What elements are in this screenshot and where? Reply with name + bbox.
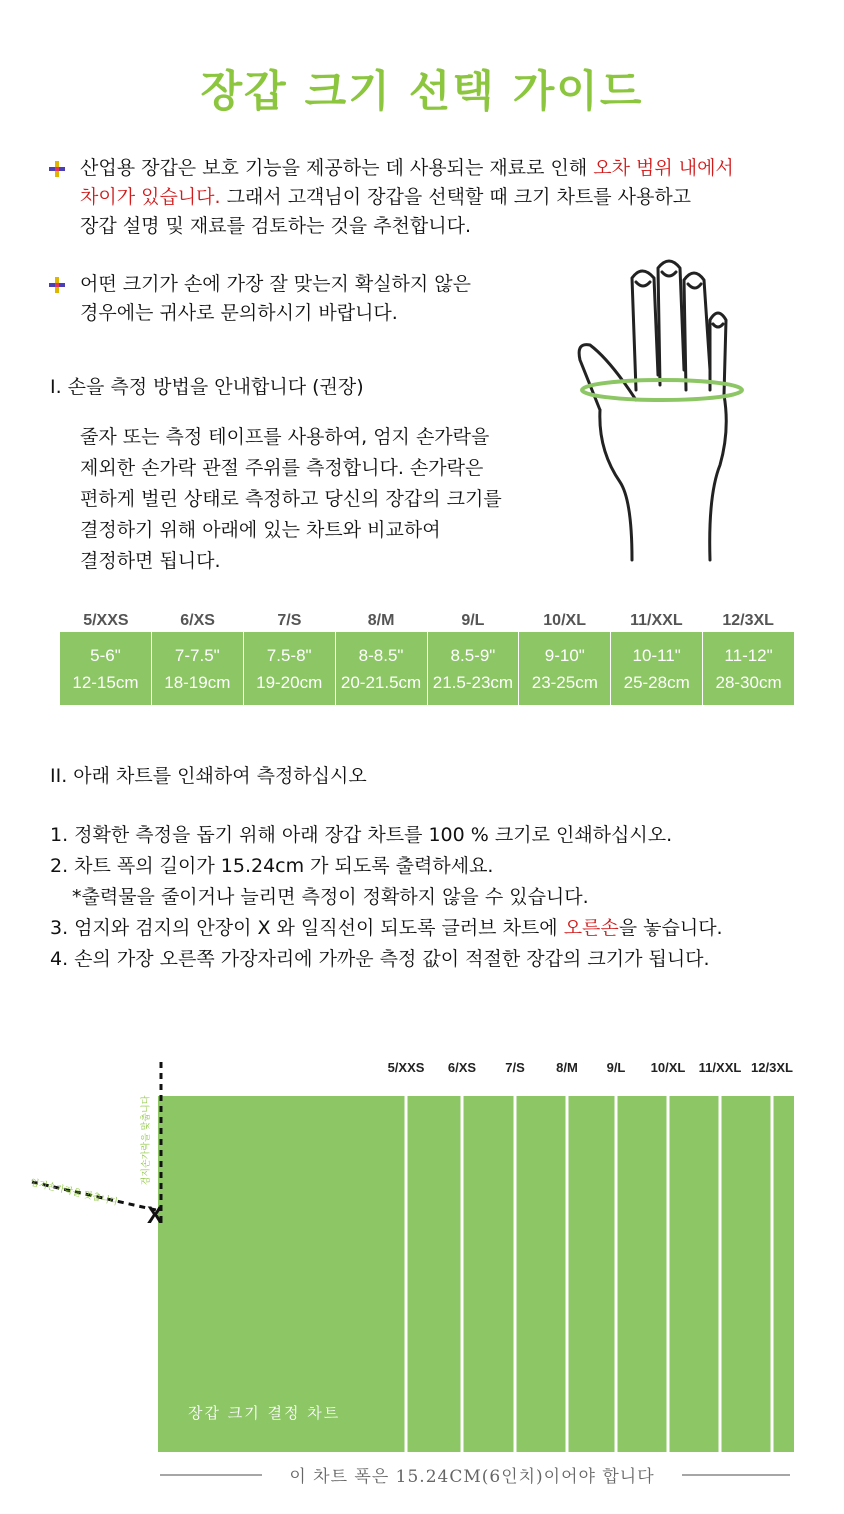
chart-size-label: 8/M	[556, 1060, 578, 1075]
size-header-cell: 8/M	[367, 612, 395, 629]
size-table-cell: 10-11" 25-28cm	[610, 632, 702, 705]
size-header-cell: 7/S	[277, 612, 302, 629]
size-header-cell: 10/XL	[543, 612, 586, 629]
size-table-cell: 8.5-9" 21.5-23cm	[427, 632, 519, 705]
step-3: 3. 엄지와 검지의 안장이 X 와 일직선이 되도록 글러브 차트에 오른손을 놓습니다.	[50, 917, 723, 939]
step-note: *출력물을 줄이거나 늘리면 측정이 정확하지 않을 수 있습니다.	[72, 886, 589, 908]
size-table-cell: 8-8.5" 20-21.5cm	[335, 632, 427, 705]
intro-bullet-1: 산업용 장갑은 보호 기능을 제공하는 데 사용되는 재료로 인해 오차 범위 내에서 차이가 있습니다. 그래서 고객님이 장갑을 선택할 때 크기 차트를 사용하고 장갑 설명 및 재료를 검토하는 것을 추천합니다.	[80, 157, 734, 237]
step-1: 1. 정확한 측정을 돕기 위해 아래 장갑 차트를 100 % 크기로 인쇄하십시오.	[50, 824, 673, 846]
size-header-cell: 9/L	[461, 612, 485, 629]
size-header-cell: 5/XXS	[83, 612, 129, 629]
size-table-cell: 11-12" 28-30cm	[702, 632, 794, 705]
chart-size-label: 6/XS	[447, 1060, 477, 1075]
size-table	[60, 632, 794, 705]
chart-size-label: 12/3XL	[751, 1060, 793, 1075]
chart-panel	[158, 1096, 794, 1452]
bullet-cross-icon	[48, 160, 66, 178]
size-table-cell: 9-10" 23-25cm	[518, 632, 610, 705]
intro-bullet-2: 어떤 크기가 손에 가장 잘 맞는지 확실하지 않은 경우에는 귀사로 문의하시기 바랍니다.	[80, 273, 472, 324]
section-2-heading: II. 아래 차트를 인쇄하여 측정하십시오	[50, 765, 367, 787]
hand-measure-illustration	[560, 250, 760, 570]
glove-size-chart	[0, 1050, 844, 1510]
step-4: 4. 손의 가장 오른쪽 가장자리에 가까운 측정 값이 적절한 장갑의 크기가 됩니다.	[50, 948, 710, 970]
chart-size-label: 7/S	[505, 1060, 525, 1075]
chart-title: 장갑 크기 결정 차트	[188, 1404, 341, 1422]
section-1-heading: I. 손을 측정 방법을 안내합니다 (권장)	[50, 376, 364, 398]
size-table-cell: 5-6" 12-15cm	[72, 645, 139, 692]
section-2-steps	[50, 820, 840, 975]
x-mark: X	[147, 1202, 164, 1229]
chart-size-label: 10/XL	[650, 1060, 686, 1075]
chart-width-note: 이 차트 폭은 15.24CM(6인치)이어야 합니다	[289, 1467, 655, 1487]
emphasis-text: 차이가 있습니다.	[80, 186, 221, 208]
size-header-cell: 6/XS	[180, 612, 215, 629]
size-header-cell: 12/3XL	[722, 612, 774, 629]
bullet-cross-icon	[48, 276, 66, 294]
emphasis-text: 오른손	[563, 917, 619, 939]
chart-size-label: 5/XXS	[387, 1060, 425, 1075]
size-table-header	[60, 612, 794, 630]
size-header-cell: 11/XXL	[630, 612, 683, 629]
emphasis-text: 오차 범위 내에서	[593, 157, 734, 179]
thumb-label: 엄지손가락을 맞춥니다	[29, 1177, 119, 1208]
page-title: 장갑 크기 선택 가이드	[200, 67, 644, 117]
chart-size-label: 9/L	[606, 1060, 626, 1075]
step-2: 2. 차트 폭의 길이가 15.24cm 가 되도록 출력하세요.	[50, 855, 494, 877]
size-table-cell: 7-7.5" 18-19cm	[151, 632, 243, 705]
chart-size-label: 11/XXL	[698, 1060, 742, 1075]
section-1-body: 줄자 또는 측정 테이프를 사용하여, 엄지 손가락을 제외한 손가락 관절 주위를 측정합니다. 손가락은 편하게 벌린 상태로 측정하고 당신의 장갑의 크기를 결정하기 위해 아래에 있는 차트와 비교하여 결정하면 됩니다.	[80, 426, 502, 572]
size-table-cell: 7.5-8" 19-20cm	[243, 632, 335, 705]
index-finger-label: 검지손가락을 맞춥니다	[141, 1095, 152, 1186]
